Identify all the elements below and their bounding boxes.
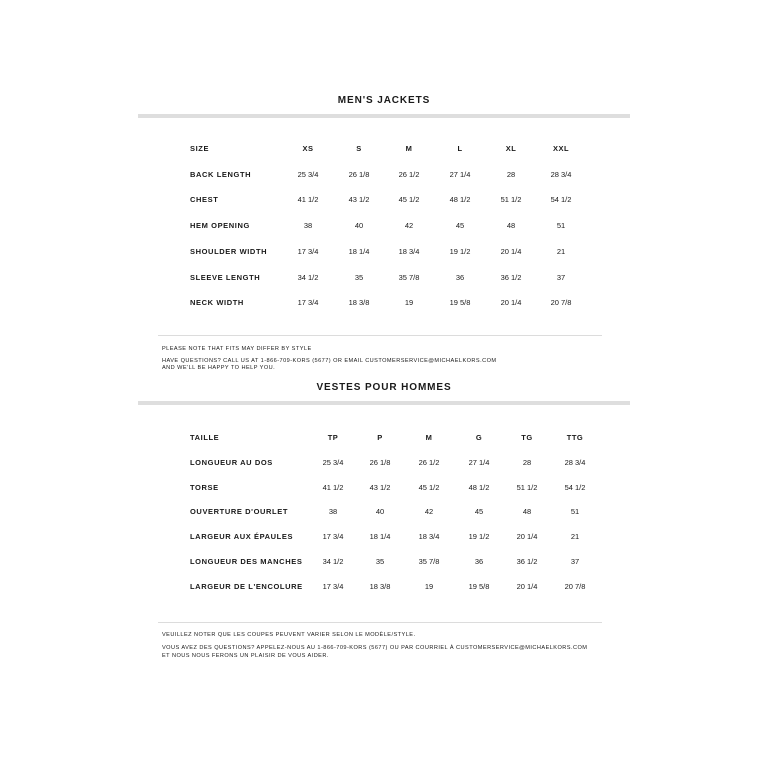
table-bottom-divider-french <box>158 622 602 623</box>
measurement-cell: 41 1/2 <box>297 195 319 205</box>
measurement-cell: 21 <box>556 246 566 256</box>
size-header-cell: TP <box>327 433 339 442</box>
measurement-cell: 28 3/4 <box>550 169 572 179</box>
measurement-cell: 40 <box>354 221 364 231</box>
table-bottom-divider-english <box>158 335 602 336</box>
table-row <box>0 169 768 181</box>
measurement-cell: 19 <box>404 298 414 308</box>
measurement-cell: 51 1/2 <box>500 195 522 205</box>
measurement-cell: 19 5/8 <box>449 298 471 308</box>
measurement-cell: 45 <box>455 221 465 231</box>
table-header-row <box>0 143 768 155</box>
size-header-cell: M <box>405 144 413 153</box>
table-row <box>0 482 768 494</box>
size-column-header: TAILLE <box>190 433 220 442</box>
measurement-cell: 26 1/2 <box>398 169 420 179</box>
measurement-cell: 51 <box>556 221 566 231</box>
measurement-cell: 18 1/4 <box>348 246 370 256</box>
measurement-cell: 37 <box>570 557 580 566</box>
measurement-cell: 21 <box>570 532 580 542</box>
size-header-cell: L <box>457 144 463 153</box>
measurement-label: LARGEUR AUX ÉPAULES <box>190 532 294 542</box>
measurement-label: LARGEUR DE L'ENCOLURE <box>190 581 303 591</box>
measurement-cell: 18 3/4 <box>418 532 440 542</box>
measurement-cell: 51 <box>570 507 580 517</box>
contact-note-english: HAVE QUESTIONS? CALL US AT 1-866-709-KORS (5677) OR EMAIL CUSTOMERSERVICE@MICHAELKORS.COM <box>162 358 497 364</box>
size-header-cell: S <box>356 144 362 153</box>
table-row <box>0 194 768 206</box>
title-divider-french <box>138 401 630 405</box>
measurement-cell: 51 1/2 <box>516 482 538 492</box>
help-note-french: ET NOUS NOUS FERONS UN PLAISIR DE VOUS AIDER. <box>162 653 329 659</box>
measurement-cell: 36 <box>474 557 484 566</box>
measurement-cell: 48 1/2 <box>468 482 490 492</box>
table-row <box>0 457 768 469</box>
size-header-cell: M <box>425 433 433 442</box>
measurement-label: LONGUEUR DES MANCHES <box>190 557 303 566</box>
measurement-cell: 38 <box>328 507 338 517</box>
measurement-cell: 19 <box>424 581 434 591</box>
measurement-cell: 20 1/4 <box>500 298 522 308</box>
size-header-cell: G <box>475 433 483 442</box>
table-row <box>0 581 768 593</box>
table-row <box>0 556 768 568</box>
measurement-cell: 42 <box>424 507 434 517</box>
measurement-label: NECK WIDTH <box>190 298 244 308</box>
measurement-label: BACK LENGTH <box>190 169 252 179</box>
measurement-label: TORSE <box>190 482 219 492</box>
table-header-row <box>0 432 768 444</box>
size-header-cell: XL <box>505 144 517 153</box>
measurement-cell: 19 1/2 <box>449 246 471 256</box>
measurement-label: SHOULDER WIDTH <box>190 246 268 256</box>
measurement-cell: 26 1/8 <box>369 457 391 467</box>
measurement-cell: 45 1/2 <box>398 195 420 205</box>
measurement-cell: 48 <box>506 221 516 231</box>
size-header-cell: TTG <box>566 433 584 442</box>
measurement-cell: 20 1/4 <box>500 246 522 256</box>
measurement-cell: 36 <box>455 272 465 282</box>
size-header-cell: TG <box>521 433 533 442</box>
measurement-cell: 35 7/8 <box>418 557 440 566</box>
fit-note-french: VEUILLEZ NOTER QUE LES COUPES PEUVENT VARIER SELON LE MODÈLE/STYLE. <box>162 632 416 638</box>
measurement-cell: 25 3/4 <box>322 457 344 467</box>
contact-note-french: VOUS AVEZ DES QUESTIONS? APPELEZ-NOUS AU 1-866-709-KORS (5677) OU PAR COURRIEL À CUSTOMERSERVICE@MICHAELKORS.COM <box>162 645 588 651</box>
measurement-cell: 48 <box>522 507 532 517</box>
table-row <box>0 531 768 543</box>
measurement-cell: 40 <box>375 507 385 517</box>
help-note-english: AND WE'LL BE HAPPY TO HELP YOU. <box>162 365 276 371</box>
table-row <box>0 246 768 258</box>
measurement-cell: 36 1/2 <box>516 557 538 566</box>
measurement-cell: 41 1/2 <box>322 482 344 492</box>
section-title-french: VESTES POUR HOMMES <box>316 382 452 393</box>
measurement-cell: 26 1/8 <box>348 169 370 179</box>
measurement-cell: 54 1/2 <box>564 482 586 492</box>
table-row <box>0 272 768 284</box>
measurement-cell: 20 7/8 <box>550 298 572 308</box>
measurement-cell: 17 3/4 <box>297 298 319 308</box>
measurement-cell: 35 <box>375 557 385 566</box>
measurement-cell: 28 3/4 <box>564 457 586 467</box>
measurement-label: SLEEVE LENGTH <box>190 272 261 282</box>
measurement-cell: 28 <box>506 169 516 179</box>
measurement-label: LONGUEUR AU DOS <box>190 457 273 467</box>
measurement-cell: 20 1/4 <box>516 532 538 542</box>
measurement-cell: 38 <box>303 221 313 231</box>
size-header-cell: P <box>377 433 383 442</box>
measurement-cell: 27 1/4 <box>449 169 471 179</box>
measurement-cell: 17 3/4 <box>322 532 344 542</box>
measurement-cell: 36 1/2 <box>500 272 522 282</box>
measurement-cell: 27 1/4 <box>468 457 490 467</box>
fit-note-english: PLEASE NOTE THAT FITS MAY DIFFER BY STYLE <box>162 346 312 352</box>
measurement-cell: 43 1/2 <box>348 195 370 205</box>
measurement-cell: 26 1/2 <box>418 457 440 467</box>
measurement-cell: 35 <box>354 272 364 282</box>
measurement-cell: 19 5/8 <box>468 581 490 591</box>
measurement-cell: 20 7/8 <box>564 581 586 591</box>
section-title-english: MEN'S JACKETS <box>337 95 431 106</box>
measurement-cell: 34 1/2 <box>322 557 344 566</box>
title-divider-english <box>138 114 630 118</box>
measurement-cell: 42 <box>404 221 414 231</box>
table-row <box>0 297 768 309</box>
measurement-label: OUVERTURE D'OURLET <box>190 507 289 517</box>
size-header-cell: XS <box>302 144 314 153</box>
size-header-cell: XXL <box>552 144 570 153</box>
measurement-label: CHEST <box>190 195 219 205</box>
measurement-cell: 18 3/4 <box>398 246 420 256</box>
table-row <box>0 220 768 232</box>
measurement-cell: 54 1/2 <box>550 195 572 205</box>
measurement-cell: 37 <box>556 272 566 282</box>
measurement-cell: 19 1/2 <box>468 532 490 542</box>
size-column-header: SIZE <box>190 144 210 153</box>
measurement-cell: 48 1/2 <box>449 195 471 205</box>
measurement-cell: 34 1/2 <box>297 272 319 282</box>
measurement-cell: 17 3/4 <box>297 246 319 256</box>
measurement-cell: 18 1/4 <box>369 532 391 542</box>
measurement-cell: 20 1/4 <box>516 581 538 591</box>
measurement-cell: 43 1/2 <box>369 482 391 492</box>
measurement-label: HEM OPENING <box>190 221 250 231</box>
measurement-cell: 45 1/2 <box>418 482 440 492</box>
measurement-cell: 17 3/4 <box>322 581 344 591</box>
measurement-cell: 18 3/8 <box>369 581 391 591</box>
measurement-cell: 28 <box>522 457 532 467</box>
measurement-cell: 45 <box>474 507 484 517</box>
measurement-cell: 25 3/4 <box>297 169 319 179</box>
measurement-cell: 18 3/8 <box>348 298 370 308</box>
table-row <box>0 506 768 518</box>
measurement-cell: 35 7/8 <box>398 272 420 282</box>
